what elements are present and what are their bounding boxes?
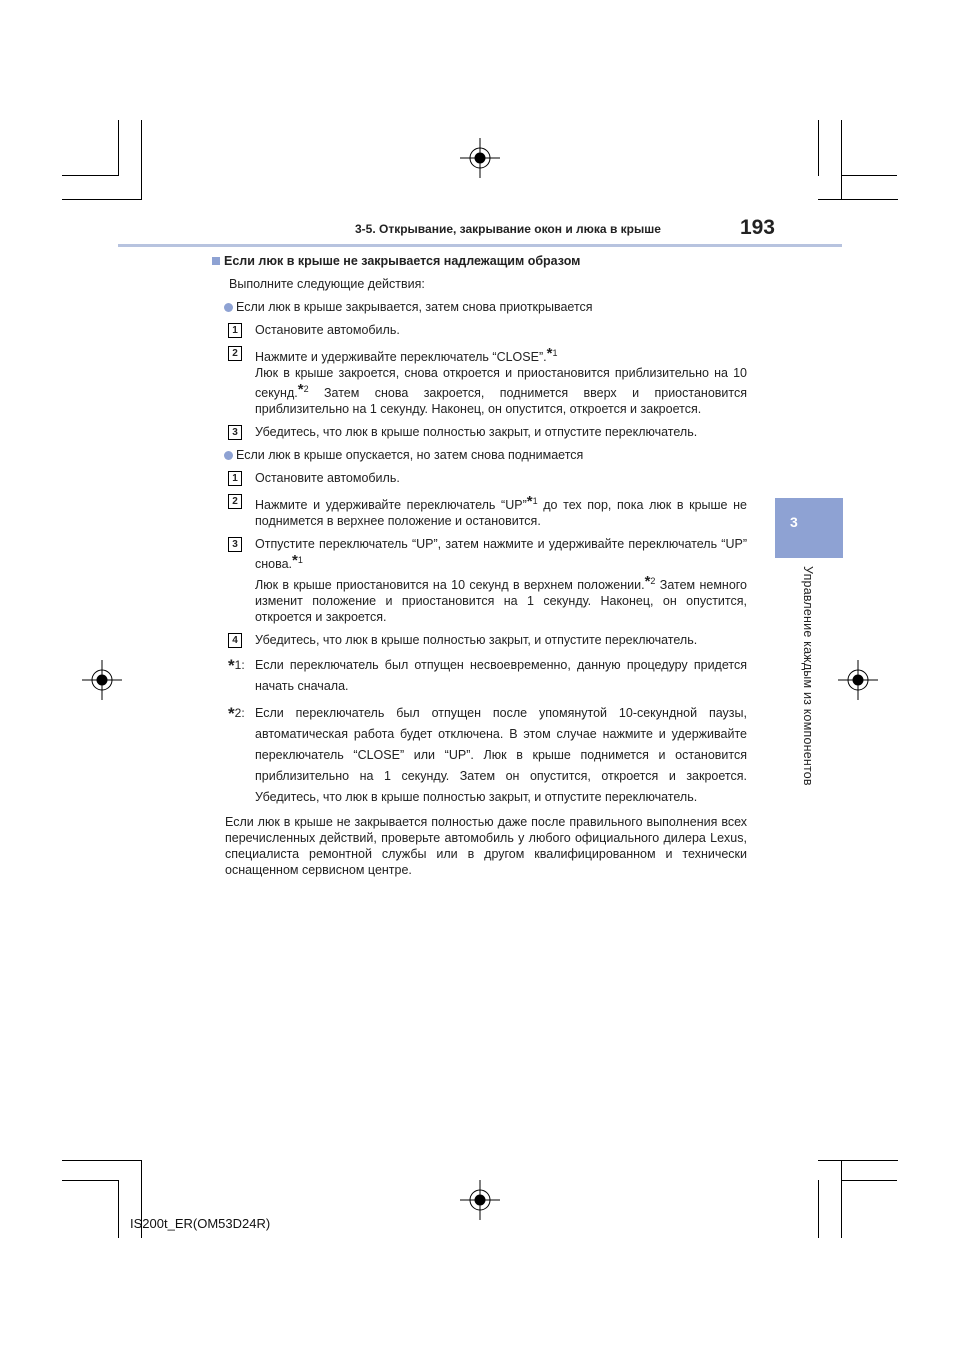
intro-text: Выполните следующие действия:: [229, 277, 425, 291]
main-content: [212, 253, 747, 878]
step-item: 1 Остановите автомобиль.: [228, 470, 747, 486]
section-heading: Если люк в крыше не закрывается надлежащим образом: [212, 253, 747, 269]
step-item: 1 Остановите автомобиль.: [228, 322, 747, 338]
step-number: 3: [228, 425, 242, 440]
circle-bullet-icon: [224, 303, 233, 312]
registration-mark-icon: [838, 660, 878, 700]
step-number: 2: [228, 494, 242, 509]
chapter-tab: [775, 498, 843, 558]
case-title: Если люк в крыше опускается, но затем снова поднимается: [224, 447, 747, 463]
crop-mark: [118, 120, 119, 176]
step-number: 1: [228, 471, 242, 486]
crop-mark: [818, 199, 898, 200]
chapter-title: Управление каждым из компонентов: [801, 566, 815, 786]
footnote: *2: Если переключатель был отпущен после упомянутой 10-секундной паузы, автоматическая работа будет отключена. В этом случае нажмите и удерживайте переключатель “CLOSE” или “UP”. Люк в крыше поднимется и остановится приблизительно на 1 секунду. Затем он опустится, откроется и закроется. Убедитесь, что люк в крыше полностью закрыт, и отпустите переключатель.: [228, 703, 747, 804]
square-bullet-icon: [212, 257, 220, 265]
step-number: 4: [228, 633, 242, 648]
crop-mark: [818, 1180, 819, 1238]
step-item: 2 Нажмите и удерживайте переключатель “UP”*$^1$ до тех пор, пока люк в крыше не поднимется в верхнее положение и остановится.: [228, 493, 747, 529]
step-item: 3 Отпустите переключатель “UP”, затем нажмите и удерживайте переключатель “UP” снова.*$^1$ Люк в крыше приостановится на 10 секунд в верхнем положении.*$^2$ Затем немного изменит положение и приостановится на 1 секунду. Наконец, он опустится, откроется и закроется.: [228, 536, 747, 624]
crop-mark: [62, 175, 118, 176]
crop-mark: [141, 120, 142, 200]
step-item: 2 Нажмите и удерживайте переключатель “CLOSE”.*$^1$ Люк в крыше закроется, снова откроется и приостановится приблизительно на 10 секунд.*$^2$ Затем снова закроется, поднимется вверх и приостановится приблизительно на 1 секунду. Наконец, он опустится, откроется и закроется.: [228, 345, 747, 417]
step-number: 1: [228, 323, 242, 338]
step-item: 3 Убедитесь, что люк в крыше полностью закрыт, и отпустите переключатель.: [228, 424, 747, 440]
circle-bullet-icon: [224, 451, 233, 460]
page-header: [355, 216, 775, 246]
crop-mark: [62, 1160, 142, 1161]
footnote: *1: Если переключатель был отпущен несвоевременно, данную процедуру придется начать сначала.: [228, 655, 747, 693]
step-number: 2: [228, 346, 242, 361]
case-title: Если люк в крыше закрывается, затем снова приоткрывается: [224, 299, 747, 315]
crop-mark: [818, 1160, 898, 1161]
final-paragraph: Если люк в крыше не закрывается полностью даже после правильного выполнения всех перечисленных действий, проверьте автомобиль у любого официального дилера Lexus, специалиста ремонтной службы или в другом квалифицированном и технически оснащенном сервисном центре.: [225, 814, 747, 877]
section-title: 3-5. Открывание, закрывание окон и люка в крыше: [355, 222, 661, 236]
crop-mark: [818, 120, 819, 176]
crop-mark: [62, 1180, 118, 1181]
document-code: IS200t_ER(OM53D24R): [130, 1216, 271, 1231]
crop-mark: [841, 1180, 897, 1181]
chapter-number: 3: [790, 514, 798, 530]
header-rule: [118, 244, 842, 247]
crop-mark: [118, 1180, 119, 1238]
registration-mark-icon: [460, 138, 500, 178]
registration-mark-icon: [460, 1180, 500, 1220]
crop-mark: [841, 120, 842, 200]
step-item: 4 Убедитесь, что люк в крыше полностью закрыт, и отпустите переключатель.: [228, 632, 747, 648]
crop-mark: [62, 199, 142, 200]
step-number: 3: [228, 537, 242, 552]
crop-mark: [841, 175, 897, 176]
page-number: 193: [739, 216, 775, 239]
crop-mark: [841, 1160, 842, 1238]
registration-mark-icon: [82, 660, 122, 700]
